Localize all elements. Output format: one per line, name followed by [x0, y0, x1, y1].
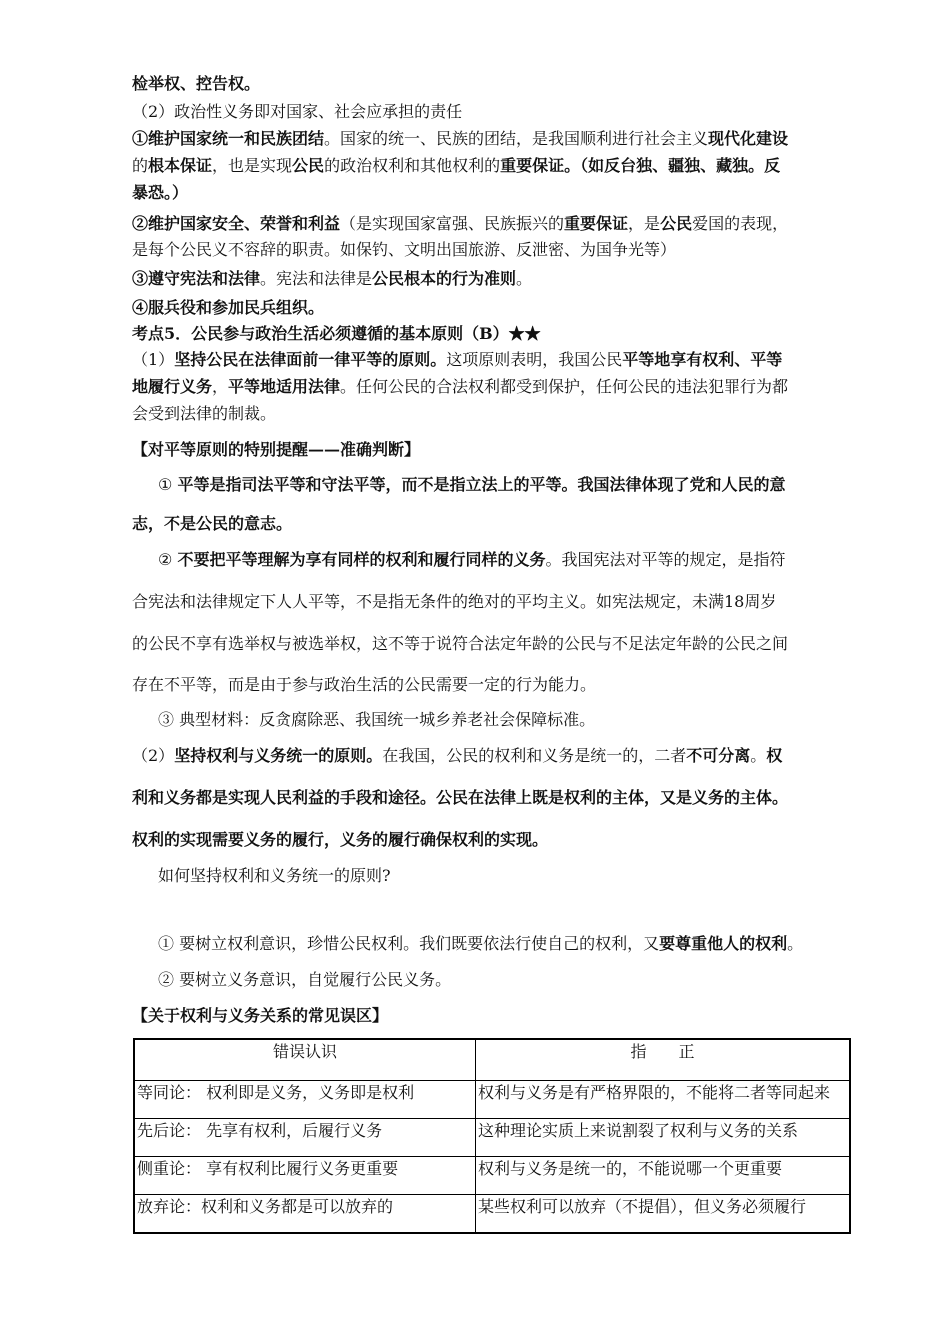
text-line: 考点5．公民参与政治生活必须遵循的基本原则（B）★★ [132, 324, 541, 343]
misconception-table [133, 1038, 851, 1234]
text-line [132, 375, 788, 399]
text-line: 【对平等原则的特别提醒——准确判断】 [132, 440, 421, 459]
text-line [158, 473, 785, 497]
text-run: （是实现国家富强、民族振兴的 [340, 214, 565, 233]
text-run: ， [212, 377, 229, 396]
bold-run: 平等地适用法律 [228, 377, 341, 396]
table-cell: 放弃论：权利和义务都是可以放弃的 [134, 1195, 476, 1234]
text-line [132, 348, 782, 372]
table-header-cell: 错误认识 [134, 1039, 476, 1081]
text-run: 。国家的统一、民族的团结，是我国顺利进行社会主义 [324, 129, 709, 148]
bold-run: 根本保证 [148, 156, 213, 175]
bold-run: 不可分离 [686, 746, 751, 765]
text-line [132, 744, 782, 768]
text-run: （1） [132, 350, 175, 369]
text-run: ，是 [628, 214, 661, 233]
table-row [134, 1081, 850, 1119]
bold-run: 公民 [660, 214, 693, 233]
table-row [134, 1195, 850, 1234]
text-run: 的政治权利和其他权利的 [324, 156, 501, 175]
bold-run: ③遵守宪法和法律 [132, 269, 261, 288]
text-line: ② 要树立义务意识，自觉履行公民义务。 [158, 970, 452, 989]
text-run: 。任何公民的合法权利都受到保护，任何公民的违法犯罪行为都 [340, 377, 789, 396]
text-run: ② [158, 550, 178, 569]
text-line [132, 267, 532, 291]
text-line [158, 548, 785, 572]
table-header-cell: 指 正 [476, 1039, 851, 1081]
text-line: 如何坚持权利和义务统一的原则? [158, 866, 391, 885]
bold-run: 重要保证 [564, 214, 629, 233]
bold-run: 平等地享有权利、平等 [622, 350, 783, 369]
bold-run: 要尊重他人的权利 [659, 934, 788, 953]
bold-run: 公民 [292, 156, 325, 175]
table-row [134, 1119, 850, 1157]
text-line: 【关于权利与义务关系的常见误区】 [132, 1006, 389, 1025]
bold-run: 现代化建设 [708, 129, 789, 148]
text-line: 暴恐。） [132, 183, 189, 202]
bold-run: 平等是指司法平等和守法平等，而不是指立法上的平等。我国法律体现了党和人民的意 [177, 475, 786, 494]
table-header-row [134, 1039, 850, 1081]
bold-run: 权 [766, 746, 783, 765]
table-cell: 等同论： 权利即是义务，义务即是权利 [134, 1081, 476, 1119]
text-run: （2） [132, 746, 175, 765]
bold-run: 坚持公民在法律面前一律平等的原则。 [174, 350, 447, 369]
table-cell: 权利与义务是有严格界限的，不能将二者等同起来 [476, 1081, 851, 1119]
text-line: 检举权、控告权。 [132, 74, 261, 93]
text-run: ① 要树立权利意识，珍惜公民权利。我们既要依法行使自己的权利，又 [158, 934, 660, 953]
bold-run: 坚持权利与义务统一的原则。 [174, 746, 383, 765]
table-cell: 侧重论： 享有权利比履行义务更重要 [134, 1157, 476, 1195]
table-cell: 先后论： 先享有权利，后履行义务 [134, 1119, 476, 1157]
text-run: 。宪法和法律是 [260, 269, 373, 288]
text-line: 志，不是公民的意志。 [132, 514, 293, 533]
bold-run: ①维护国家统一和民族团结 [132, 129, 325, 148]
text-line: 是每个公民义不容辞的职责。如保钓、文明出国旅游、反泄密、为国争光等） [132, 240, 677, 259]
text-run: ，也是实现 [212, 156, 293, 175]
text-run: 。 [750, 746, 767, 765]
text-line: 合宪法和法律规定下人人平等，不是指无条件的绝对的平均主义。如宪法规定，未满18周岁 [132, 592, 777, 611]
text-run: ① [158, 475, 178, 494]
text-run: 这项原则表明，我国公民 [446, 350, 623, 369]
text-line [158, 932, 803, 956]
text-run: 。 [516, 269, 533, 288]
text-line: （2）政治性义务即对国家、社会应承担的责任 [132, 102, 463, 121]
table-cell: 某些权利可以放弃（不提倡），但义务必须履行 [476, 1195, 851, 1234]
text-line: 利和义务都是实现人民利益的手段和途径。公民在法律上既是权利的主体，又是义务的主体。 [132, 788, 789, 807]
bold-run: ②维护国家安全、荣誉和利益 [132, 214, 341, 233]
text-line [132, 127, 788, 151]
text-line: 权利的实现需要义务的履行，义务的履行确保权利的实现。 [132, 830, 549, 849]
bold-run: 公民根本的行为准则 [372, 269, 517, 288]
text-line [132, 212, 788, 236]
text-run: 。 [787, 934, 804, 953]
text-line [132, 154, 780, 178]
text-line: 存在不平等，而是由于参与政治生活的公民需要一定的行为能力。 [132, 675, 597, 694]
text-run: 在我国，公民的权利和义务是统一的，二者 [382, 746, 687, 765]
bold-run: 地履行义务 [132, 377, 213, 396]
text-line: ③ 典型材料：反贪腐除恶、我国统一城乡养老社会保障标准。 [158, 710, 596, 729]
table-cell: 权利与义务是统一的，不能说哪一个更重要 [476, 1157, 851, 1195]
table-cell: 这种理论实质上来说割裂了权利与义务的关系 [476, 1119, 851, 1157]
text-line: ④服兵役和参加民兵组织。 [132, 298, 325, 317]
bold-run: 重要保证。（如反台独、疆独、藏独。反 [500, 156, 781, 175]
table-row [134, 1157, 850, 1195]
text-run: 的 [132, 156, 149, 175]
text-line: 会受到法律的制裁。 [132, 404, 277, 423]
text-run: 爱国的表现， [692, 214, 789, 233]
text-line: 的公民不享有选举权与被选举权，这不等于说符合法定年龄的公民与不足法定年龄的公民之间 [132, 634, 789, 653]
text-run: 。我国宪法对平等的规定，是指符 [545, 550, 786, 569]
bold-run: 不要把平等理解为享有同样的权利和履行同样的义务 [177, 550, 546, 569]
